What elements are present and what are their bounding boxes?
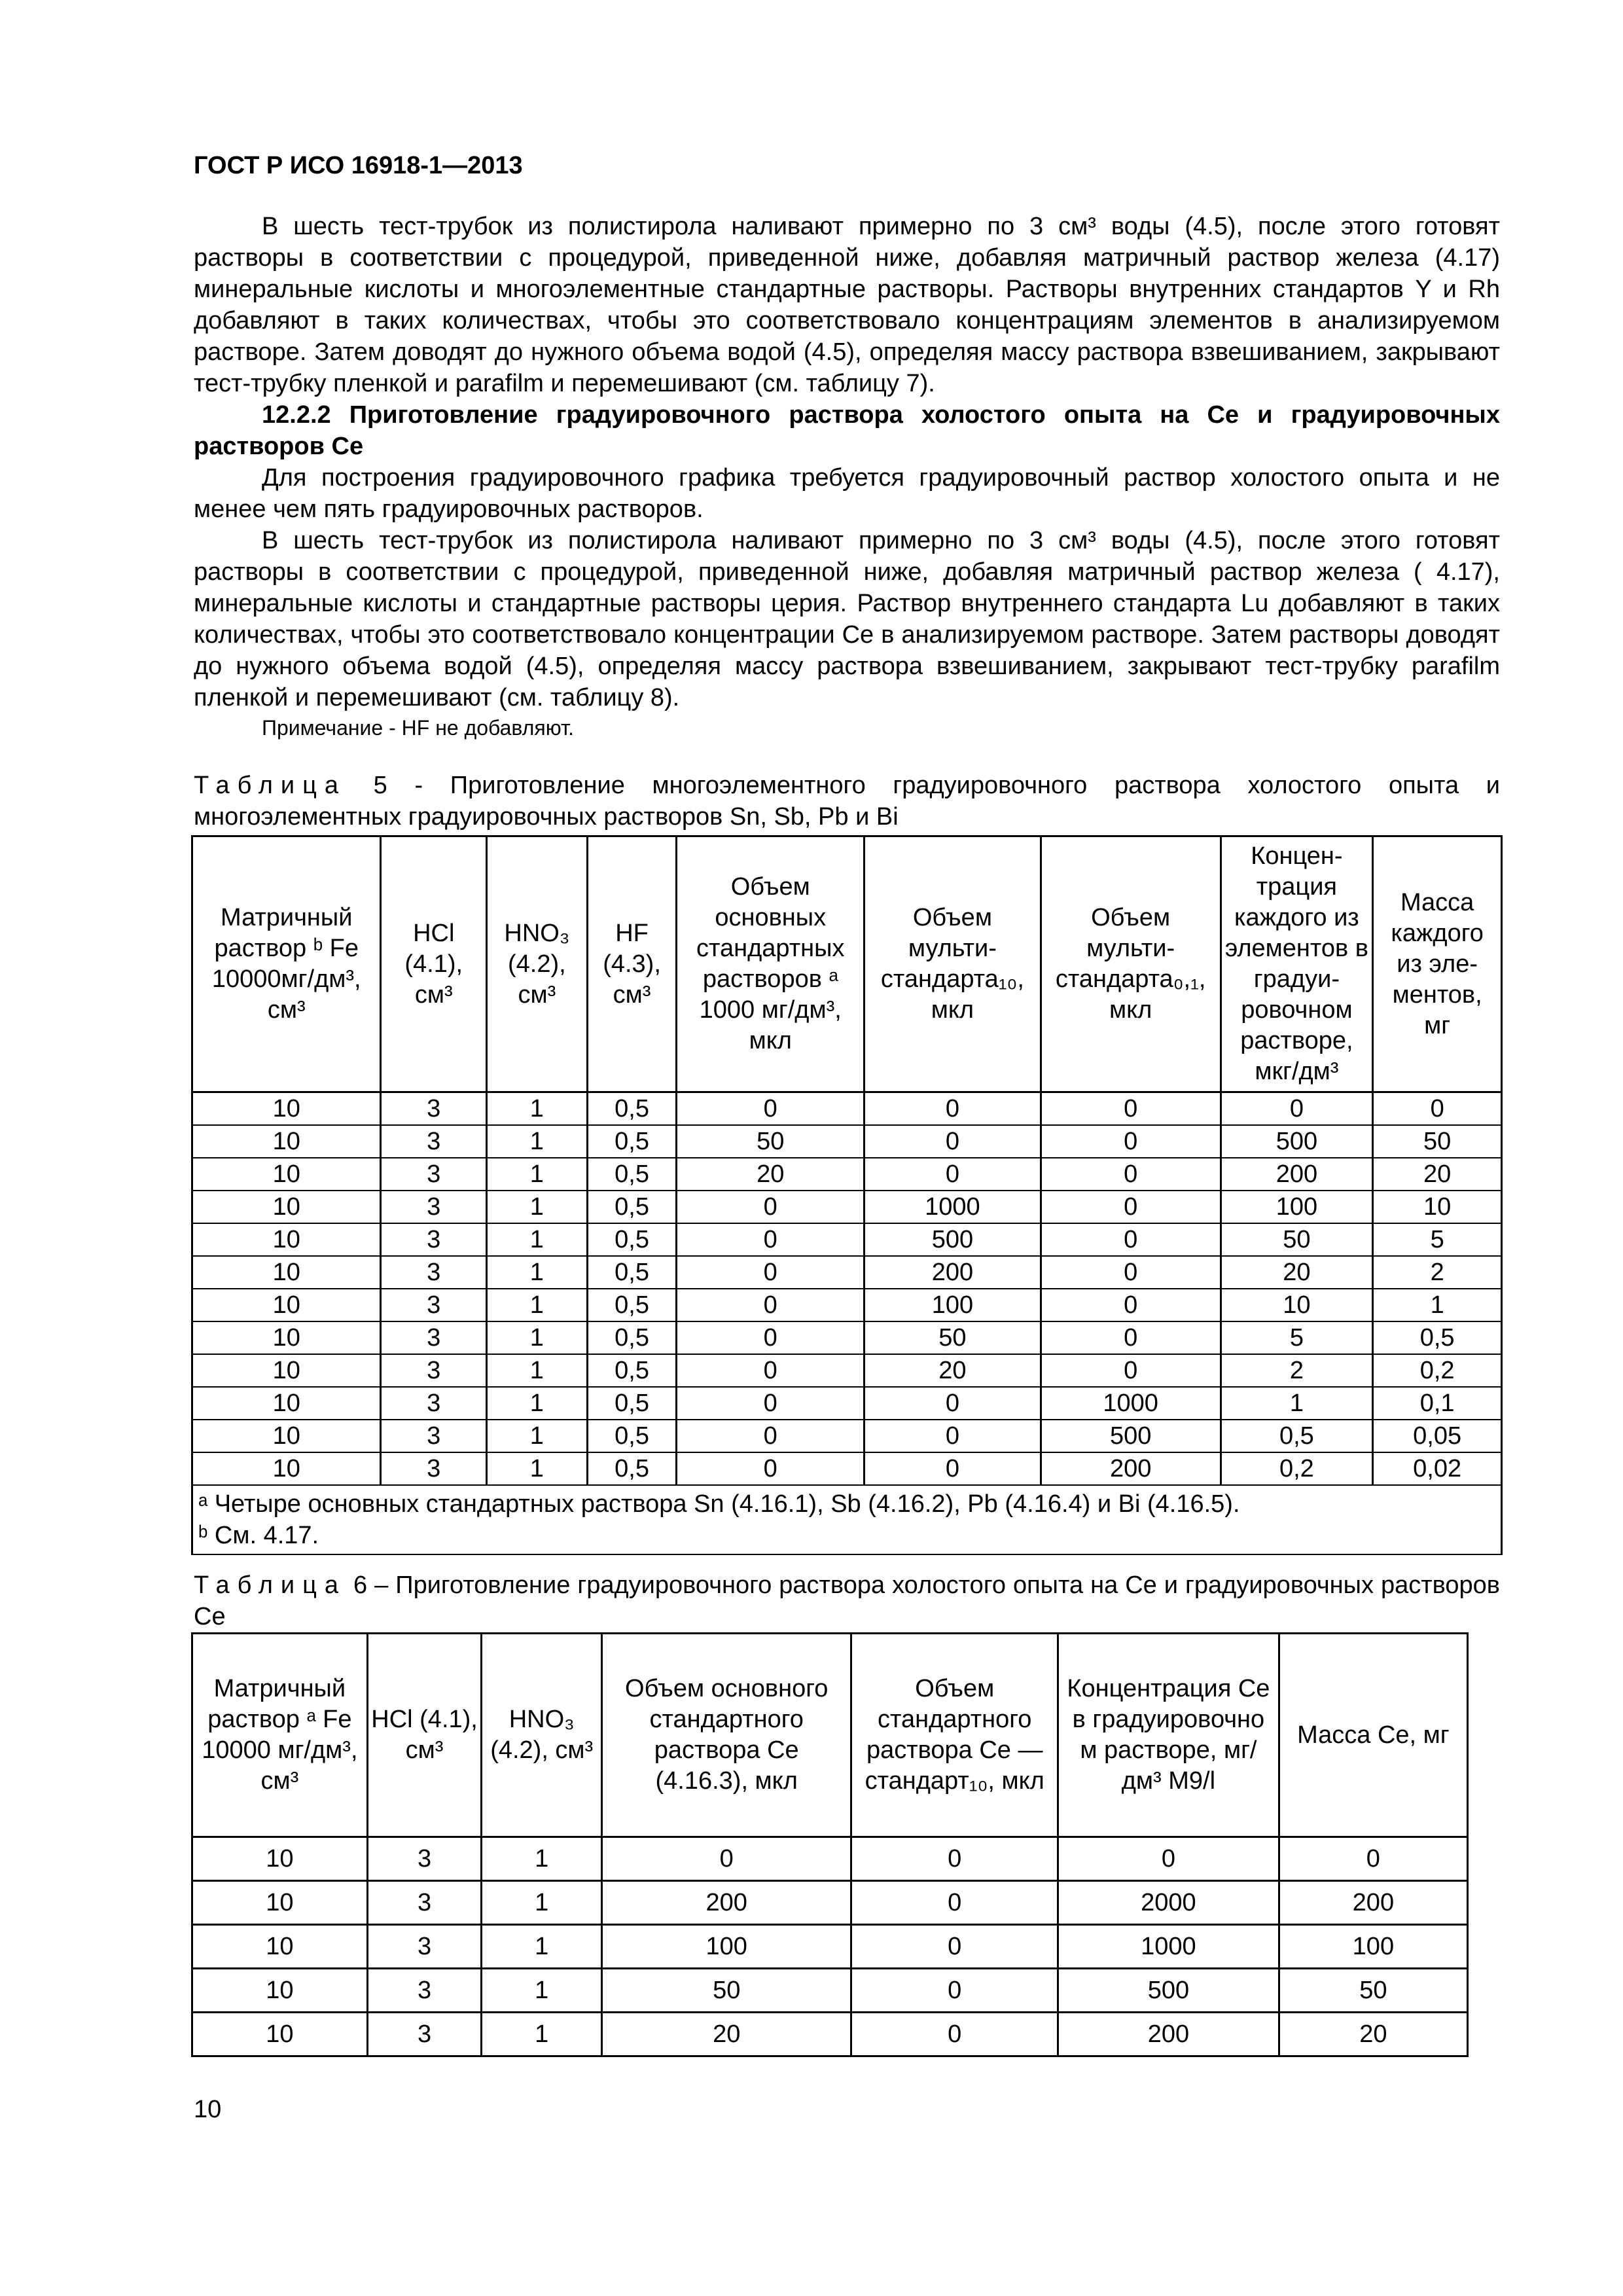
table-cell: 3: [367, 1837, 482, 1881]
table-cell: 0: [1041, 1223, 1221, 1256]
table-cell: 2000: [1058, 1881, 1279, 1925]
table-cell: 500: [1221, 1125, 1373, 1158]
table-row: [192, 1223, 1502, 1256]
table-cell: 0: [677, 1387, 865, 1420]
table6-header-row: [192, 1634, 1468, 1837]
table-cell: 3: [381, 1452, 487, 1485]
table-row: [192, 1837, 1468, 1881]
table5-body: [192, 1092, 1502, 1486]
table-cell: 1: [482, 1881, 602, 1925]
table-cell: 10: [192, 1354, 381, 1387]
table-cell: 0,5: [587, 1158, 677, 1191]
table-cell: 0: [1041, 1289, 1221, 1321]
table-cell: 10: [1373, 1191, 1502, 1223]
table-cell: 0: [851, 1837, 1058, 1881]
table6-header: [192, 1634, 1468, 1837]
table-cell: 0,5: [587, 1321, 677, 1354]
table-cell: 50: [677, 1125, 865, 1158]
table-cell: 0: [851, 1881, 1058, 1925]
table5-header-cell: Матричный раствор ᵇ Fe 10000мг/дм³, см³: [192, 836, 381, 1092]
table-cell: 200: [865, 1256, 1041, 1289]
table-cell: 10: [192, 1125, 381, 1158]
table-cell: 20: [1373, 1158, 1502, 1191]
table-cell: 200: [1041, 1452, 1221, 1485]
table-cell: 1: [487, 1223, 588, 1256]
table-cell: 0: [1373, 1092, 1502, 1126]
table-cell: 0: [1058, 1837, 1279, 1881]
table-cell: 0: [1221, 1092, 1373, 1126]
body-text: [194, 211, 1500, 742]
table6-caption: [194, 1570, 1500, 1632]
table-cell: 0,5: [587, 1191, 677, 1223]
table6-header-cell: Матричный раствор ᵃ Fe 10000 мг/дм³, см³: [192, 1634, 368, 1837]
table-cell: 100: [1221, 1191, 1373, 1223]
table-cell: 0: [1041, 1321, 1221, 1354]
table-cell: 200: [1279, 1881, 1467, 1925]
table-row: [192, 1092, 1502, 1126]
table5: [191, 835, 1503, 1555]
table5-header-cell: Объем основных стандартных растворов ᵃ 1000 мг/дм³, мкл: [677, 836, 865, 1092]
table-row: [192, 1158, 1502, 1191]
table-cell: 200: [1221, 1158, 1373, 1191]
table-cell: 1: [487, 1092, 588, 1126]
table-row: [192, 1289, 1502, 1321]
paragraph-3: В шесть тест-трубок из полистирола наливают примерно по 3 см³ воды (4.5), после этого готовят растворы в соответствии с процедурой, приведенной ниже, добавляя матричный раствор железа ( 4.17), минеральные кислоты и стандартные растворы церия. Раствор внутреннего стандарта Lu добавляют в таких количествах, чтобы это соответствовало концентрации Ce в анализируемом растворе. Затем растворы доводят до нужного объема водой (4.5), определяя массу раствора взвешиванием, закрывают тест-трубку parafilm пленкой и перемешивают (см. таблицу 8).: [194, 527, 1500, 711]
table-cell: 10: [192, 1191, 381, 1223]
table6-header-cell: Концентрация Ce в градуировочно м растворе, мг/дм³ M9/l: [1058, 1634, 1279, 1837]
table-cell: 0,5: [587, 1256, 677, 1289]
table-cell: 0,5: [587, 1354, 677, 1387]
table-cell: 0: [865, 1158, 1041, 1191]
table5-header-cell: HF (4.3), см³: [587, 836, 677, 1092]
table-cell: 100: [602, 1925, 851, 1969]
table-row: [192, 1881, 1468, 1925]
table-cell: 1: [487, 1321, 588, 1354]
table-cell: 3: [381, 1092, 487, 1126]
table-cell: 0: [677, 1191, 865, 1223]
table-cell: 3: [381, 1387, 487, 1420]
table-cell: 0: [1041, 1191, 1221, 1223]
table-cell: 50: [1279, 1969, 1467, 2013]
table-cell: 2: [1221, 1354, 1373, 1387]
table-cell: 1: [487, 1256, 588, 1289]
table-row: [192, 1354, 1502, 1387]
table-cell: 0,02: [1373, 1452, 1502, 1485]
table-row: [192, 1420, 1502, 1452]
table-row: [192, 1321, 1502, 1354]
table-cell: 1: [487, 1354, 588, 1387]
table-cell: 0,5: [587, 1092, 677, 1126]
table-cell: 3: [381, 1289, 487, 1321]
table-cell: 10: [192, 1881, 368, 1925]
table-cell: 0,2: [1221, 1452, 1373, 1485]
table-cell: 3: [367, 1881, 482, 1925]
table-cell: 0,5: [587, 1452, 677, 1485]
table-cell: 1: [482, 1837, 602, 1881]
table-row: [192, 1256, 1502, 1289]
table6-caption-text: 6 – Приготовление градуировочного раствора холостого опыта на Ce и градуировочных растворов Ce: [194, 1571, 1500, 1630]
table5-header-cell: HNO₃ (4.2), см³: [487, 836, 588, 1092]
table-cell: 50: [865, 1321, 1041, 1354]
table-cell: 3: [381, 1321, 487, 1354]
table-cell: 0: [1279, 1837, 1467, 1881]
table6-header-cell: Объем основного стандартного раствора Ce (4.16.3), мкл: [602, 1634, 851, 1837]
table-cell: 500: [1041, 1420, 1221, 1452]
table-cell: 10: [192, 1969, 368, 2013]
footnote-b: ᵇ См. 4.17.: [198, 1522, 319, 1549]
table-cell: 2: [1373, 1256, 1502, 1289]
table-cell: 10: [192, 1289, 381, 1321]
table-cell: 1000: [1058, 1925, 1279, 1969]
table5-header-cell: HCl (4.1), см³: [381, 836, 487, 1092]
table-cell: 500: [1058, 1969, 1279, 2013]
table-cell: 1: [1373, 1289, 1502, 1321]
table-cell: 0: [677, 1321, 865, 1354]
table-cell: 0: [677, 1092, 865, 1126]
table-cell: 10: [192, 1387, 381, 1420]
table5-header: [192, 836, 1502, 1092]
table-cell: 1: [487, 1452, 588, 1485]
table-cell: 1: [487, 1289, 588, 1321]
table-cell: 1000: [865, 1191, 1041, 1223]
table-cell: 10: [192, 1925, 368, 1969]
table-cell: 0,5: [587, 1223, 677, 1256]
table-row: [192, 1969, 1468, 2013]
table-cell: 3: [381, 1354, 487, 1387]
table-cell: 0: [851, 2013, 1058, 2056]
table-cell: 0: [677, 1256, 865, 1289]
table-cell: 20: [1279, 2013, 1467, 2056]
table-cell: 1: [487, 1420, 588, 1452]
table-cell: 1: [487, 1125, 588, 1158]
table6-header-cell: HCl (4.1), см³: [367, 1634, 482, 1837]
table-cell: 0: [1041, 1354, 1221, 1387]
table-cell: 10: [192, 1837, 368, 1881]
table-cell: 0: [677, 1289, 865, 1321]
table-cell: 0,5: [587, 1387, 677, 1420]
table-cell: 3: [381, 1256, 487, 1289]
table-cell: 1000: [1041, 1387, 1221, 1420]
table-cell: 0,5: [587, 1420, 677, 1452]
table-cell: 0: [1041, 1092, 1221, 1126]
table-cell: 200: [1058, 2013, 1279, 2056]
table-cell: 10: [192, 1256, 381, 1289]
table-cell: 0: [677, 1223, 865, 1256]
table-cell: 3: [381, 1125, 487, 1158]
table5-caption: [194, 770, 1500, 833]
table-cell: 50: [1221, 1223, 1373, 1256]
table6-header-cell: Объем стандартного раствора Ce — стандарт₁₀, мкл: [851, 1634, 1058, 1837]
table6-header-cell: HNO₃ (4.2), см³: [482, 1634, 602, 1837]
table-cell: 3: [381, 1191, 487, 1223]
table-row: [192, 1452, 1502, 1485]
table5-header-cell: Концен-трация каждого из элементов в градуи-ровочном растворе, мкг/дм³: [1221, 836, 1373, 1092]
table6-body: [192, 1837, 1468, 2056]
table-cell: 0: [677, 1420, 865, 1452]
table-cell: 10: [192, 1158, 381, 1191]
table-cell: 3: [367, 1925, 482, 1969]
table6: [191, 1632, 1469, 2057]
table6-caption-label: Таблица: [194, 1571, 346, 1599]
table-cell: 5: [1221, 1321, 1373, 1354]
table-cell: 0,1: [1373, 1387, 1502, 1420]
table5-caption-label: Таблица: [194, 772, 346, 799]
table-cell: 0,2: [1373, 1354, 1502, 1387]
paragraph-1: В шесть тест-трубок из полистирола наливают примерно по 3 см³ воды (4.5), после этого готовят растворы в соответствии с процедурой, приведенной ниже, добавляя матричный раствор железа (4.17) минеральные кислоты и многоэлементные стандартные растворы. Растворы внутренних стандартов Y и Rh добавляют в таких количествах, чтобы это соответствовало концентрациям элементов в анализируемом растворе. Затем доводят до нужного объема водой (4.5), определяя массу раствора взвешиванием, закрывают тест-трубку пленкой и parafilm и перемешивают (см. таблицу 7).: [194, 213, 1500, 397]
table5-caption-text: 5 - Приготовление многоэлементного градуировочного раствора холостого опыта и многоэлементных градуировочных растворов Sn, Sb, Pb и Bi: [194, 772, 1500, 831]
table-row: [192, 2013, 1468, 2056]
table-cell: 0: [602, 1837, 851, 1881]
table-cell: 10: [192, 1092, 381, 1126]
table-cell: 20: [677, 1158, 865, 1191]
paragraph-2: Для построения градуировочного графика требуется градуировочный раствор холостого опыта и не менее чем пять градуировочных растворов.: [194, 464, 1500, 523]
page-number: 10: [194, 2096, 222, 2123]
table-cell: 0: [677, 1354, 865, 1387]
table-cell: 1: [482, 1925, 602, 1969]
table-cell: 1: [1221, 1387, 1373, 1420]
table-cell: 20: [865, 1354, 1041, 1387]
table-cell: 50: [1373, 1125, 1502, 1158]
table5-header-row: [192, 836, 1502, 1092]
table-row: [192, 1191, 1502, 1223]
table5-footnotes: [192, 1485, 1502, 1554]
table-cell: 1: [482, 1969, 602, 2013]
table-cell: 0,5: [587, 1289, 677, 1321]
table5-header-cell: Объем мульти-стандарта₀,₁, мкл: [1041, 836, 1221, 1092]
table5-header-cell: Масса каждого из эле-ментов, мг: [1373, 836, 1502, 1092]
table-cell: 1: [487, 1158, 588, 1191]
table-cell: 1: [487, 1387, 588, 1420]
table-cell: 0,5: [1373, 1321, 1502, 1354]
table-cell: 0,05: [1373, 1420, 1502, 1452]
table-cell: 1: [482, 2013, 602, 2056]
table-cell: 10: [192, 2013, 368, 2056]
table-cell: 10: [192, 1420, 381, 1452]
table5-footnote-row: [192, 1485, 1502, 1554]
footnote-a: ᵃ Четыре основных стандартных раствора Sn (4.16.1), Sb (4.16.2), Pb (4.16.4) и Bi (4.16.5).: [198, 1490, 1240, 1518]
table-cell: 0: [677, 1452, 865, 1485]
table-cell: 3: [367, 1969, 482, 2013]
table-cell: 20: [602, 2013, 851, 2056]
note: Примечание - HF не добавляют.: [262, 716, 574, 740]
table-cell: 0,5: [587, 1125, 677, 1158]
table-cell: 5: [1373, 1223, 1502, 1256]
table-cell: 0: [865, 1092, 1041, 1126]
table-cell: 0: [865, 1420, 1041, 1452]
table-cell: 0: [1041, 1158, 1221, 1191]
table-cell: 100: [865, 1289, 1041, 1321]
table-cell: 0: [851, 1969, 1058, 2013]
table-cell: 10: [192, 1223, 381, 1256]
table5-footnote-cell: [192, 1485, 1502, 1554]
document-header: ГОСТ Р ИСО 16918-1—2013: [194, 152, 523, 179]
table-cell: 10: [1221, 1289, 1373, 1321]
table-row: [192, 1387, 1502, 1420]
table-cell: 0: [851, 1925, 1058, 1969]
table-cell: 0: [1041, 1125, 1221, 1158]
table-cell: 1: [487, 1191, 588, 1223]
table-cell: 0: [1041, 1256, 1221, 1289]
table-row: [192, 1925, 1468, 1969]
table-cell: 3: [381, 1420, 487, 1452]
table-cell: 3: [381, 1223, 487, 1256]
table-cell: 0: [865, 1125, 1041, 1158]
table-cell: 0: [865, 1452, 1041, 1485]
table-cell: 20: [1221, 1256, 1373, 1289]
table-cell: 100: [1279, 1925, 1467, 1969]
section-heading: 12.2.2 Приготовление градуировочного раствора холостого опыта на Ce и градуировочных растворов Ce: [194, 401, 1500, 460]
table-cell: 0: [865, 1387, 1041, 1420]
table-cell: 10: [192, 1452, 381, 1485]
table-row: [192, 1125, 1502, 1158]
table-cell: 3: [381, 1158, 487, 1191]
table-cell: 3: [367, 2013, 482, 2056]
table5-header-cell: Объем мульти-стандарта₁₀, мкл: [865, 836, 1041, 1092]
table-cell: 200: [602, 1881, 851, 1925]
table-cell: 500: [865, 1223, 1041, 1256]
table-cell: 10: [192, 1321, 381, 1354]
table6-header-cell: Масса Ce, мг: [1279, 1634, 1467, 1837]
table-cell: 0,5: [1221, 1420, 1373, 1452]
table-cell: 50: [602, 1969, 851, 2013]
